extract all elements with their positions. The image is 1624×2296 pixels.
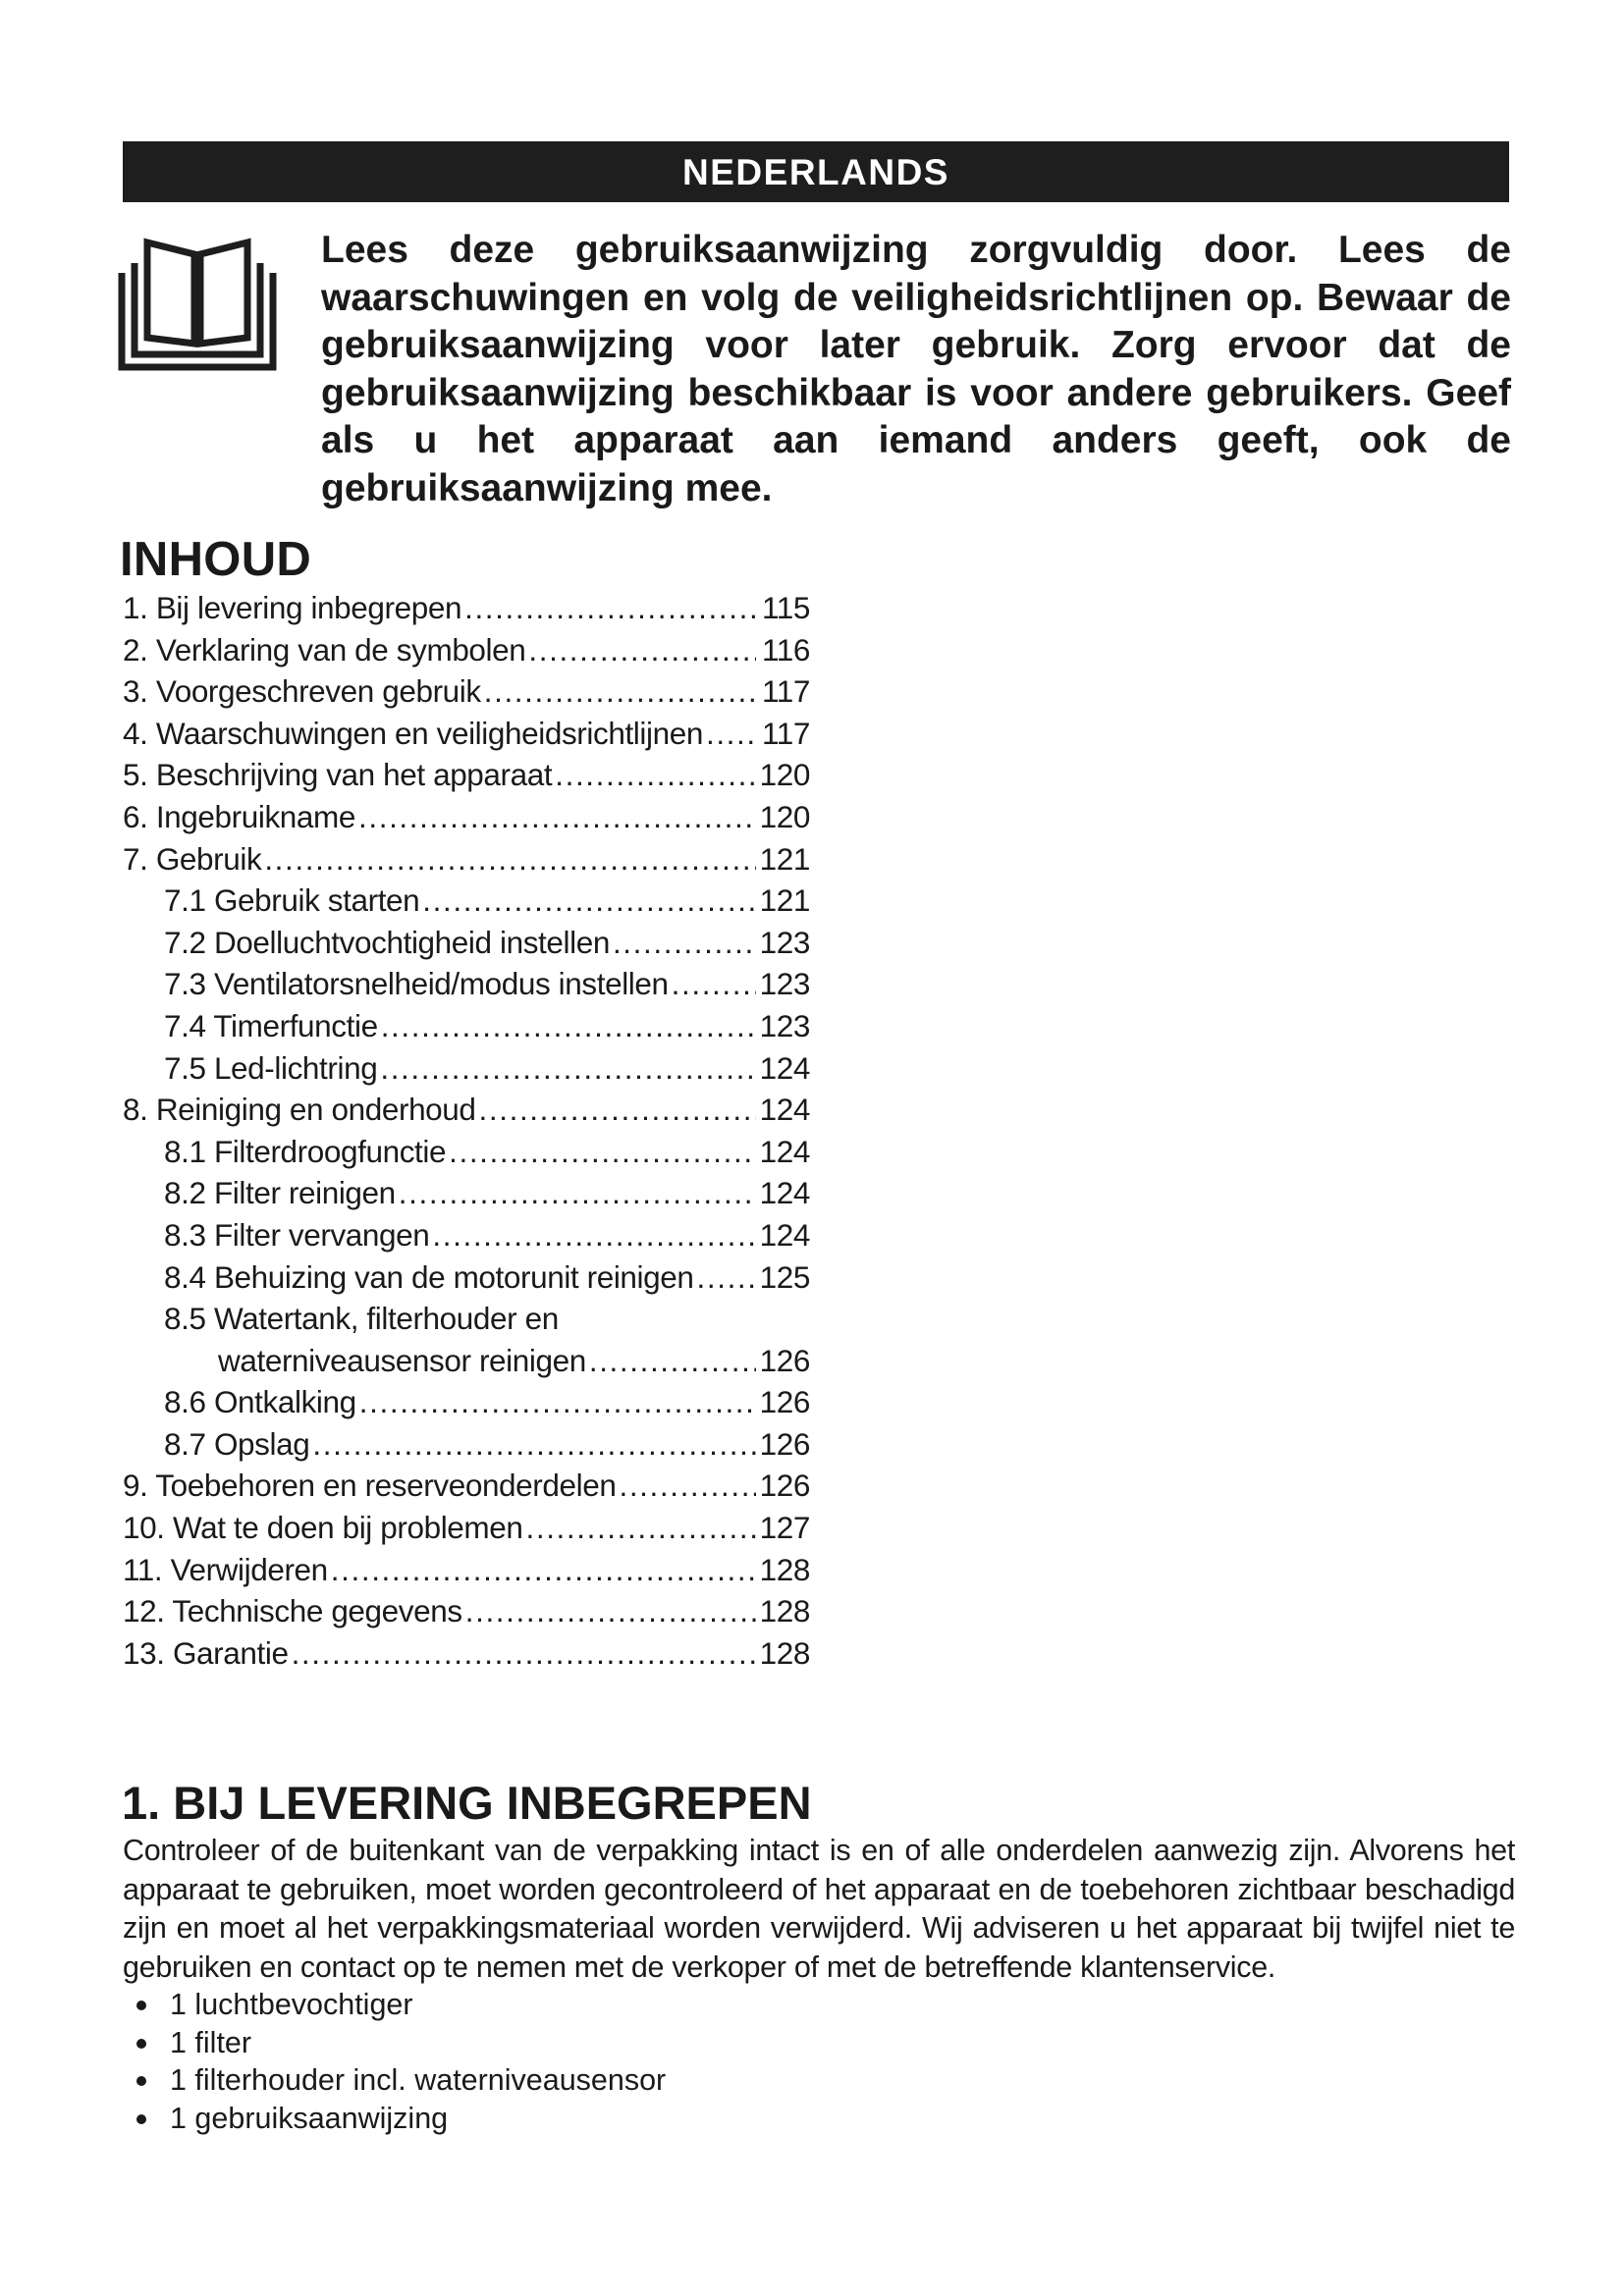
intro-warning-text: Lees deze gebruiksaanwijzing zorgvuldig door. Lees de waarschuwingen en volg de veiligheidsrichtlijnen op. Bewaar de gebruiksaanwijzing voor later gebruik. Zorg ervoor dat de gebruiksaanwijzing beschikbaar is voor andere gebruikers. Geef als u het apparaat aan iemand anders geeft, ook de gebruiksaanwijzing mee.	[321, 229, 1511, 509]
toc-item-page: 126	[759, 1342, 810, 1378]
toc-item-page: 124	[759, 1175, 810, 1211]
toc-item-page: 126	[759, 1425, 810, 1462]
toc-item[interactable]	[123, 1507, 810, 1549]
section-title: 1. BIJ LEVERING INBEGREPEN	[122, 1777, 812, 1829]
toc-item-page: 124	[759, 1216, 810, 1253]
open-book-icon	[118, 236, 277, 371]
toc-item-label: 10. Wat te doen bij problemen	[123, 1510, 523, 1546]
toc-item-label: 6. Ingebruikname	[123, 798, 356, 834]
toc-item-label: 2. Verklaring van de symbolen	[123, 631, 526, 667]
toc-subitem[interactable]	[123, 1131, 810, 1173]
toc-item-page: 120	[759, 757, 810, 793]
toc-item-label: 7.1 Gebruik starten	[164, 882, 420, 919]
toc-item-label: 7.2 Doelluchtvochtigheid instellen	[164, 924, 610, 960]
toc-item-page: 117	[761, 673, 810, 710]
toc-item-label: 1. Bij levering inbegrepen	[123, 590, 462, 625]
toc-item[interactable]	[123, 629, 810, 671]
toc-item-label: 8.1 Filterdroogfunctie	[164, 1133, 447, 1169]
toc-item-page: 128	[759, 1593, 810, 1629]
list-item: 1 filter	[123, 2024, 666, 2062]
toc-item-page: 123	[759, 1007, 810, 1043]
toc-item-label: 12. Technische gegevens	[123, 1593, 462, 1629]
toc-subitem[interactable]	[123, 922, 810, 964]
toc-item[interactable]	[123, 754, 810, 796]
toc-item-page: 123	[759, 966, 810, 1002]
toc-item-page: 120	[759, 798, 810, 834]
toc-item-page: 126	[759, 1468, 810, 1504]
toc-item-page: 117	[761, 715, 810, 751]
toc-item-page: 125	[759, 1258, 810, 1295]
toc-item[interactable]	[123, 670, 810, 713]
delivery-contents-list	[123, 1986, 666, 2137]
toc-subitem[interactable]	[123, 880, 810, 922]
toc-item-page: 126	[759, 1384, 810, 1420]
toc-item-label: 9. Toebehoren en reserveonderdelen	[123, 1468, 617, 1504]
toc-item[interactable]	[123, 713, 810, 755]
toc-item-label: 11. Verwijderen	[123, 1551, 328, 1587]
toc-item[interactable]	[123, 1590, 810, 1632]
toc-subitem[interactable]	[123, 1047, 810, 1090]
toc-item-label: 8.7 Opslag	[164, 1425, 310, 1462]
toc-item-label: 8.4 Behuizing van de motorunit reinigen	[164, 1258, 694, 1295]
toc-item-label: 7.4 Timerfunctie	[164, 1007, 378, 1043]
toc-item-label: 5. Beschrijving van het apparaat	[123, 757, 553, 793]
toc-subitem[interactable]	[123, 1256, 810, 1299]
toc-item-label: 8.6 Ontkalking	[164, 1384, 356, 1420]
toc-item-label: 8.3 Filter vervangen	[164, 1216, 430, 1253]
toc-subitem[interactable]	[123, 1381, 810, 1423]
toc-subitem[interactable]	[123, 1172, 810, 1214]
toc-item-label: 8. Reiniging en onderhoud	[123, 1092, 476, 1128]
toc-subitem[interactable]	[123, 963, 810, 1005]
toc-subitem[interactable]	[123, 1423, 810, 1466]
toc-item-label: 8.2 Filter reinigen	[164, 1175, 396, 1211]
toc-item-page: 128	[759, 1634, 810, 1671]
toc-item[interactable]	[123, 796, 810, 838]
toc-item-page: 121	[759, 882, 810, 919]
toc-subitem[interactable]	[123, 1214, 810, 1256]
toc-subitem[interactable]	[123, 1005, 810, 1047]
toc-item[interactable]	[123, 838, 810, 881]
toc-item-page: 121	[759, 840, 810, 877]
toc-item-page: 124	[759, 1133, 810, 1169]
toc-item[interactable]	[123, 1632, 810, 1675]
toc-item-label: 3. Voorgeschreven gebruik	[123, 673, 481, 710]
toc-item-label: 4. Waarschuwingen en veiligheidsrichtlijnen	[123, 715, 703, 751]
toc-item[interactable]	[123, 587, 810, 629]
toc-item[interactable]	[123, 1465, 810, 1507]
toc-item-label: waterniveausensor reinigen	[218, 1342, 586, 1378]
toc-item-page: 128	[759, 1551, 810, 1587]
toc-item-page: 127	[759, 1510, 810, 1546]
toc-item-page: 123	[759, 924, 810, 960]
toc-item-page: 115	[761, 590, 810, 625]
list-item: 1 gebruiksaanwijzing	[123, 2100, 666, 2138]
toc-item-page: 124	[759, 1049, 810, 1086]
toc-item[interactable]	[123, 1089, 810, 1131]
toc-item-label: 7.5 Led-lichtring	[164, 1049, 378, 1086]
toc-subitem[interactable]	[123, 1298, 810, 1340]
list-item: 1 luchtbevochtiger	[123, 1986, 666, 2024]
toc-item-label: 8.5 Watertank, filterhouder en	[164, 1301, 559, 1337]
language-header: NEDERLANDS	[123, 141, 1509, 202]
list-item: 1 filterhouder incl. waterniveausensor	[123, 2061, 666, 2100]
toc-title: INHOUD	[120, 533, 312, 586]
toc-item-label: 7.3 Ventilatorsnelheid/modus instellen	[164, 966, 669, 1002]
toc-item[interactable]	[123, 1549, 810, 1591]
toc-item-page: 116	[761, 631, 810, 667]
toc-item-label: 13. Garantie	[123, 1634, 289, 1671]
section-body-text: Controleer of de buitenkant van de verpakking intact is en of alle onderdelen aanwezig zijn. Alvorens het apparaat te gebruiken, moet worden gecontroleerd of het apparaat en de toebehoren zichtbaar beschadigd zijn en moet al het verpakkingsmateriaal worden verwijderd. Wij adviseren u het apparaat bij twijfel niet te gebruiken en contact op te nemen met de verkoper of met de betreffende klantenservice.	[123, 1834, 1515, 1984]
toc-item-label: 7. Gebruik	[123, 840, 262, 877]
table-of-contents	[123, 587, 810, 1674]
toc-subitem-continuation[interactable]	[123, 1340, 810, 1382]
toc-item-page: 124	[759, 1092, 810, 1128]
